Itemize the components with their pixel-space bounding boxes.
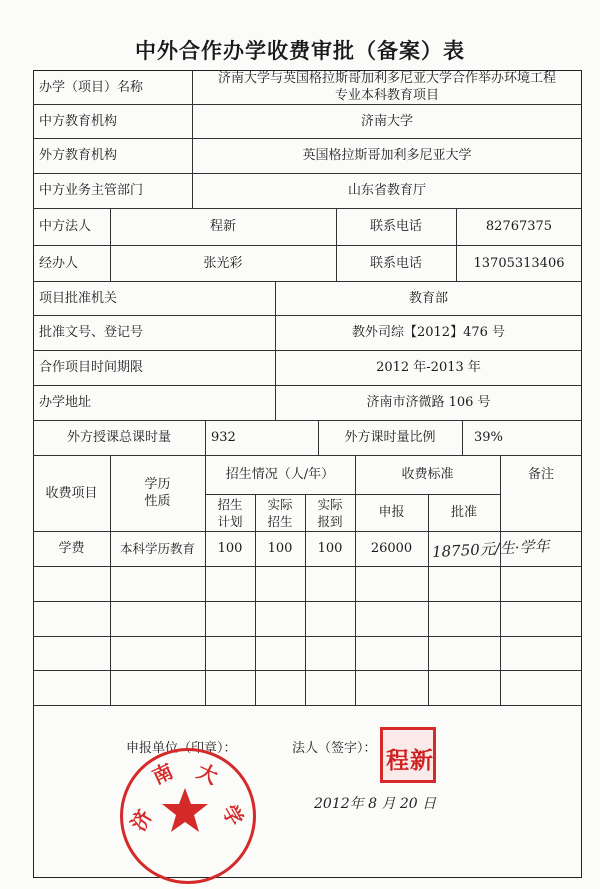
col-header-plan <box>205 494 255 531</box>
legal-sign-label: 法人（签字）： <box>292 740 377 756</box>
stamp-char-1: 济 <box>125 805 157 835</box>
date-handwritten: 2012年 8 月 20 日 <box>314 796 437 812</box>
ratio-label: 外方课时量比例 <box>344 430 436 445</box>
stamp-char-4: 学 <box>217 800 249 830</box>
school-label: 办学（项目）名称 <box>39 79 144 95</box>
col-header-item: 收费项目 <box>45 485 98 501</box>
handler-label: 经办人 <box>39 255 79 271</box>
foreign-inst-value: 英国格拉斯哥加利多尼亚大学 <box>302 148 472 163</box>
row-divider <box>33 705 582 706</box>
stamp-char-2: 南 <box>148 758 177 789</box>
phone-value-2: 13705313406 <box>473 255 565 271</box>
cn-inst-label: 中方教育机构 <box>39 113 118 129</box>
fee-row-report: 100 <box>317 541 343 556</box>
doc-value: 教外司综【2012】476 号 <box>351 325 506 340</box>
fee-row-approve-handwritten: 18750元/生·学年 <box>431 536 550 562</box>
col-header-actual <box>255 494 305 531</box>
address-label: 办学地址 <box>39 395 92 410</box>
ratio-value: 39% <box>474 430 503 445</box>
fee-row-actual: 100 <box>267 541 293 556</box>
handler-value: 张光彩 <box>203 255 243 271</box>
stamp-star-icon <box>160 786 210 836</box>
fee-row-plan: 100 <box>217 541 243 556</box>
seal-char-1: 程 <box>386 748 409 774</box>
col-header-report-line2: 报到 <box>317 513 343 529</box>
fee-row-apply: 26000 <box>370 541 413 556</box>
col-header-report-line1: 实际 <box>317 496 343 512</box>
phone-value-1: 82767375 <box>485 219 553 234</box>
doc-label: 批准文号、登记号 <box>39 325 144 340</box>
col-header-actual-line2: 招生 <box>267 513 293 529</box>
hours-value: 932 <box>211 430 236 445</box>
col-header-note: 备注 <box>527 467 554 482</box>
school-value <box>192 70 582 104</box>
period-label: 合作项目时间期限 <box>39 360 144 375</box>
col-header-standard: 收费标准 <box>401 467 454 482</box>
seal-char-2: 新 <box>410 748 433 774</box>
col-header-level-line2: 性质 <box>144 494 171 509</box>
form-title: 中外合作办学收费审批（备案）表 <box>135 39 465 63</box>
foreign-inst-label: 外方教育机构 <box>39 148 118 163</box>
phone-label-2: 联系电话 <box>369 255 422 271</box>
school-value-line1: 济南大学与英国格拉斯哥加利多尼亚大学合作举办环境工程 <box>217 71 556 86</box>
hours-label: 外方授课总课时量 <box>66 430 171 445</box>
col-header-level-line1: 学历 <box>144 477 171 492</box>
col-header-plan-line2: 计划 <box>217 513 243 529</box>
fee-row-item: 学费 <box>58 541 85 556</box>
approver-value: 教育部 <box>408 290 448 306</box>
phone-label-1: 联系电话 <box>369 219 422 234</box>
col-header-actual-line1: 实际 <box>267 496 293 512</box>
legal-value: 程新 <box>209 219 236 234</box>
approver-label: 项目批准机关 <box>39 290 118 306</box>
school-value-line2: 专业本科教育项目 <box>334 88 439 103</box>
period-value: 2012 年-2013 年 <box>376 360 481 375</box>
col-header-report <box>305 494 355 531</box>
unit-label: 申报单位（印章）： <box>126 740 237 756</box>
col-header-enroll: 招生情况（人/年） <box>225 467 335 482</box>
dept-value: 山东省教育厅 <box>347 183 426 198</box>
cn-inst-value: 济南大学 <box>360 113 413 129</box>
address-value: 济南市济微路 106 号 <box>366 395 491 410</box>
dept-label: 中方业务主管部门 <box>39 183 144 198</box>
stamp-char-3: 大 <box>193 758 222 789</box>
legal-label: 中方法人 <box>39 219 92 234</box>
col-header-plan-line1: 招生 <box>217 496 243 512</box>
fee-row-level: 本科学历教育 <box>119 541 195 556</box>
col-header-level <box>110 455 205 531</box>
col-header-approve: 批准 <box>450 505 477 520</box>
col-header-apply: 申报 <box>378 505 405 520</box>
legal-seal <box>380 727 436 783</box>
